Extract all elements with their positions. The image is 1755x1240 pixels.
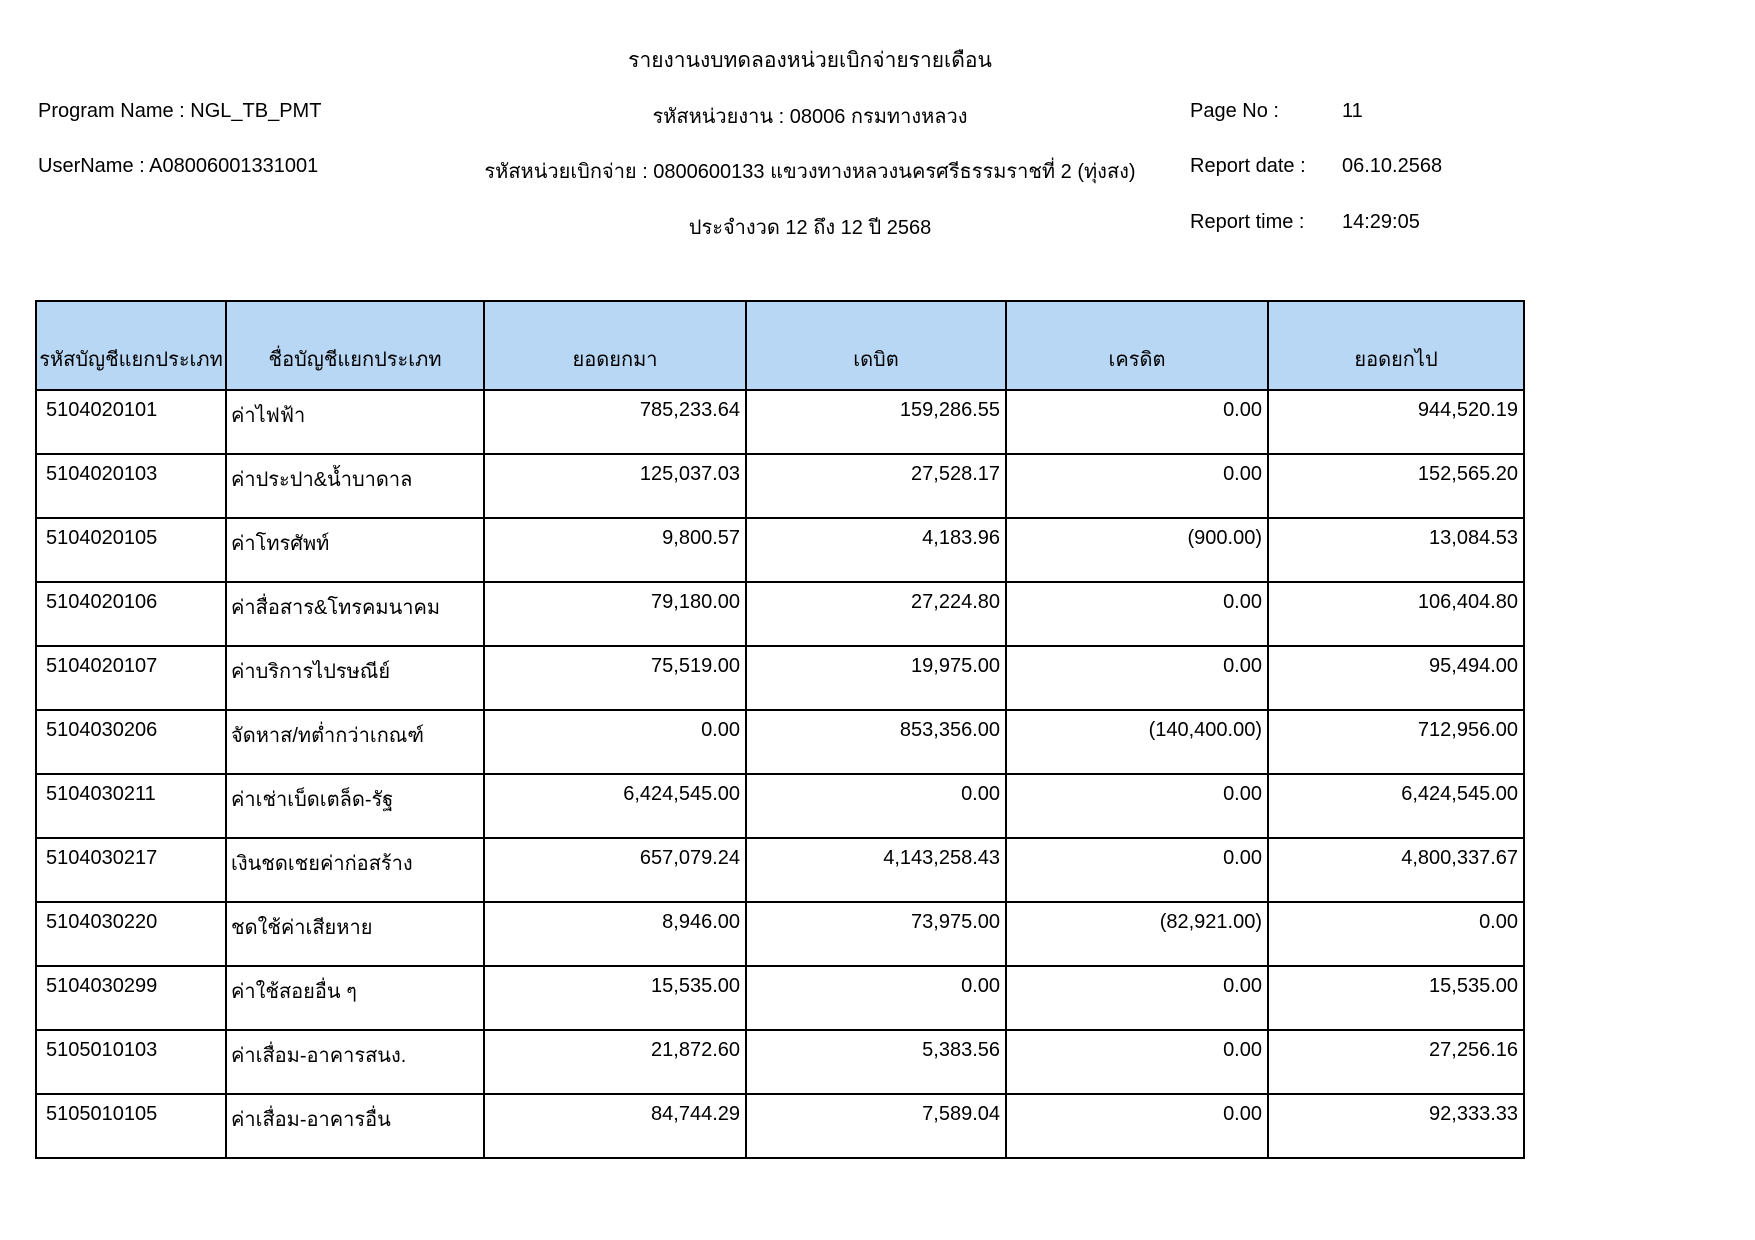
credit-cell: 0.00 [1006, 390, 1268, 454]
debit-cell: 7,589.04 [746, 1094, 1006, 1158]
opening-balance-cell: 75,519.00 [484, 646, 746, 710]
opening-balance-cell: 785,233.64 [484, 390, 746, 454]
closing-balance-cell: 6,424,545.00 [1268, 774, 1524, 838]
table-header-row [36, 301, 1524, 390]
credit-cell: 0.00 [1006, 582, 1268, 646]
table-row [36, 518, 1524, 582]
col-header-opening-balance: ยอดยกมา [484, 301, 746, 390]
col-header-account-code: รหัสบัญชีแยกประเภท [36, 301, 226, 390]
credit-cell: 0.00 [1006, 1030, 1268, 1094]
account-name-cell: ค่าไฟฟ้า [226, 390, 484, 454]
report-period: ประจำงวด 12 ถึง 12 ปี 2568 [688, 217, 932, 239]
account-code-cell: 5104030211 [36, 774, 226, 838]
col-header-closing-balance: ยอดยกไป [1268, 301, 1524, 390]
debit-cell: 0.00 [746, 774, 1006, 838]
debit-cell: 27,224.80 [746, 582, 1006, 646]
account-name-cell: ค่าบริการไปรษณีย์ [226, 646, 484, 710]
account-name-cell: ค่าโทรศัพท์ [226, 518, 484, 582]
agency-code: รหัสหน่วยงาน : 08006 กรมทางหลวง [652, 106, 968, 128]
account-name-cell: เงินชดเชยค่าก่อสร้าง [226, 838, 484, 902]
account-code-cell: 5104020106 [36, 582, 226, 646]
opening-balance-cell: 0.00 [484, 710, 746, 774]
closing-balance-cell: 4,800,337.67 [1268, 838, 1524, 902]
table-row [36, 774, 1524, 838]
user-name: UserName : A08006001331001 [38, 155, 319, 177]
credit-cell: (900.00) [1006, 518, 1268, 582]
opening-balance-cell: 9,800.57 [484, 518, 746, 582]
report-time-label: Report time : [1190, 211, 1305, 233]
closing-balance-cell: 152,565.20 [1268, 454, 1524, 518]
account-code-cell: 5104030206 [36, 710, 226, 774]
credit-cell: 0.00 [1006, 966, 1268, 1030]
account-name-cell: ค่าใช้สอยอื่น ๆ [226, 966, 484, 1030]
closing-balance-cell: 712,956.00 [1268, 710, 1524, 774]
account-name-cell: ค่าเช่าเบ็ดเตล็ด-รัฐ [226, 774, 484, 838]
report-time-value: 14:29:05 [1342, 211, 1420, 233]
opening-balance-cell: 8,946.00 [484, 902, 746, 966]
table-row [36, 1094, 1524, 1158]
table-row [36, 710, 1524, 774]
account-code-cell: 5104020103 [36, 454, 226, 518]
account-name-cell: ค่าเสื่อม-อาคารสนง. [226, 1030, 484, 1094]
closing-balance-cell: 27,256.16 [1268, 1030, 1524, 1094]
debit-cell: 4,143,258.43 [746, 838, 1006, 902]
col-header-credit: เครดิต [1006, 301, 1268, 390]
closing-balance-cell: 106,404.80 [1268, 582, 1524, 646]
table-row [36, 646, 1524, 710]
account-code-cell: 5104020105 [36, 518, 226, 582]
credit-cell: 0.00 [1006, 838, 1268, 902]
closing-balance-cell: 13,084.53 [1268, 518, 1524, 582]
account-code-cell: 5104020107 [36, 646, 226, 710]
table-row [36, 454, 1524, 518]
table-row [36, 390, 1524, 454]
account-code-cell: 5104030299 [36, 966, 226, 1030]
debit-cell: 0.00 [746, 966, 1006, 1030]
credit-cell: 0.00 [1006, 454, 1268, 518]
closing-balance-cell: 0.00 [1268, 902, 1524, 966]
table-row [36, 838, 1524, 902]
opening-balance-cell: 657,079.24 [484, 838, 746, 902]
account-code-cell: 5104030220 [36, 902, 226, 966]
page-no-label: Page No : [1190, 100, 1279, 122]
closing-balance-cell: 944,520.19 [1268, 390, 1524, 454]
report-date-label: Report date : [1190, 155, 1306, 177]
account-code-cell: 5104020101 [36, 390, 226, 454]
account-name-cell: ค่าเสื่อม-อาคารอื่น [226, 1094, 484, 1158]
opening-balance-cell: 6,424,545.00 [484, 774, 746, 838]
program-name: Program Name : NGL_TB_PMT [38, 100, 322, 122]
account-name-cell: ชดใช้ค่าเสียหาย [226, 902, 484, 966]
opening-balance-cell: 125,037.03 [484, 454, 746, 518]
debit-cell: 5,383.56 [746, 1030, 1006, 1094]
account-name-cell: ค่าสื่อสาร&โทรคมนาคม [226, 582, 484, 646]
debit-cell: 4,183.96 [746, 518, 1006, 582]
table-row [36, 582, 1524, 646]
table-row [36, 966, 1524, 1030]
closing-balance-cell: 15,535.00 [1268, 966, 1524, 1030]
credit-cell: 0.00 [1006, 1094, 1268, 1158]
debit-cell: 159,286.55 [746, 390, 1006, 454]
credit-cell: (140,400.00) [1006, 710, 1268, 774]
account-code-cell: 5104030217 [36, 838, 226, 902]
page-no-value: 11 [1342, 100, 1363, 122]
opening-balance-cell: 21,872.60 [484, 1030, 746, 1094]
closing-balance-cell: 95,494.00 [1268, 646, 1524, 710]
opening-balance-cell: 84,744.29 [484, 1094, 746, 1158]
table-body [36, 390, 1524, 1158]
credit-cell: (82,921.00) [1006, 902, 1268, 966]
opening-balance-cell: 79,180.00 [484, 582, 746, 646]
credit-cell: 0.00 [1006, 646, 1268, 710]
table-row [36, 1030, 1524, 1094]
debit-cell: 853,356.00 [746, 710, 1006, 774]
account-code-cell: 5105010105 [36, 1094, 226, 1158]
trial-balance-table [35, 300, 1525, 1159]
opening-balance-cell: 15,535.00 [484, 966, 746, 1030]
debit-cell: 27,528.17 [746, 454, 1006, 518]
account-name-cell: ค่าประปา&น้ำบาดาล [226, 454, 484, 518]
account-code-cell: 5105010103 [36, 1030, 226, 1094]
col-header-account-name: ชื่อบัญชีแยกประเภท [226, 301, 484, 390]
trial-balance-table-container [35, 300, 1525, 1159]
closing-balance-cell: 92,333.33 [1268, 1094, 1524, 1158]
col-header-debit: เดบิต [746, 301, 1006, 390]
report-title: รายงานงบทดลองหน่วยเบิกจ่ายรายเดือน [628, 49, 992, 72]
debit-cell: 19,975.00 [746, 646, 1006, 710]
table-row [36, 902, 1524, 966]
account-name-cell: จัดหาส/ทต่ำกว่าเกณฑ์ [226, 710, 484, 774]
disbursement-unit: รหัสหน่วยเบิกจ่าย : 0800600133 แขวงทางหลวงนครศรีธรรมราชที่ 2 (ทุ่งสง) [484, 161, 1136, 183]
report-date-value: 06.10.2568 [1342, 155, 1443, 177]
debit-cell: 73,975.00 [746, 902, 1006, 966]
credit-cell: 0.00 [1006, 774, 1268, 838]
